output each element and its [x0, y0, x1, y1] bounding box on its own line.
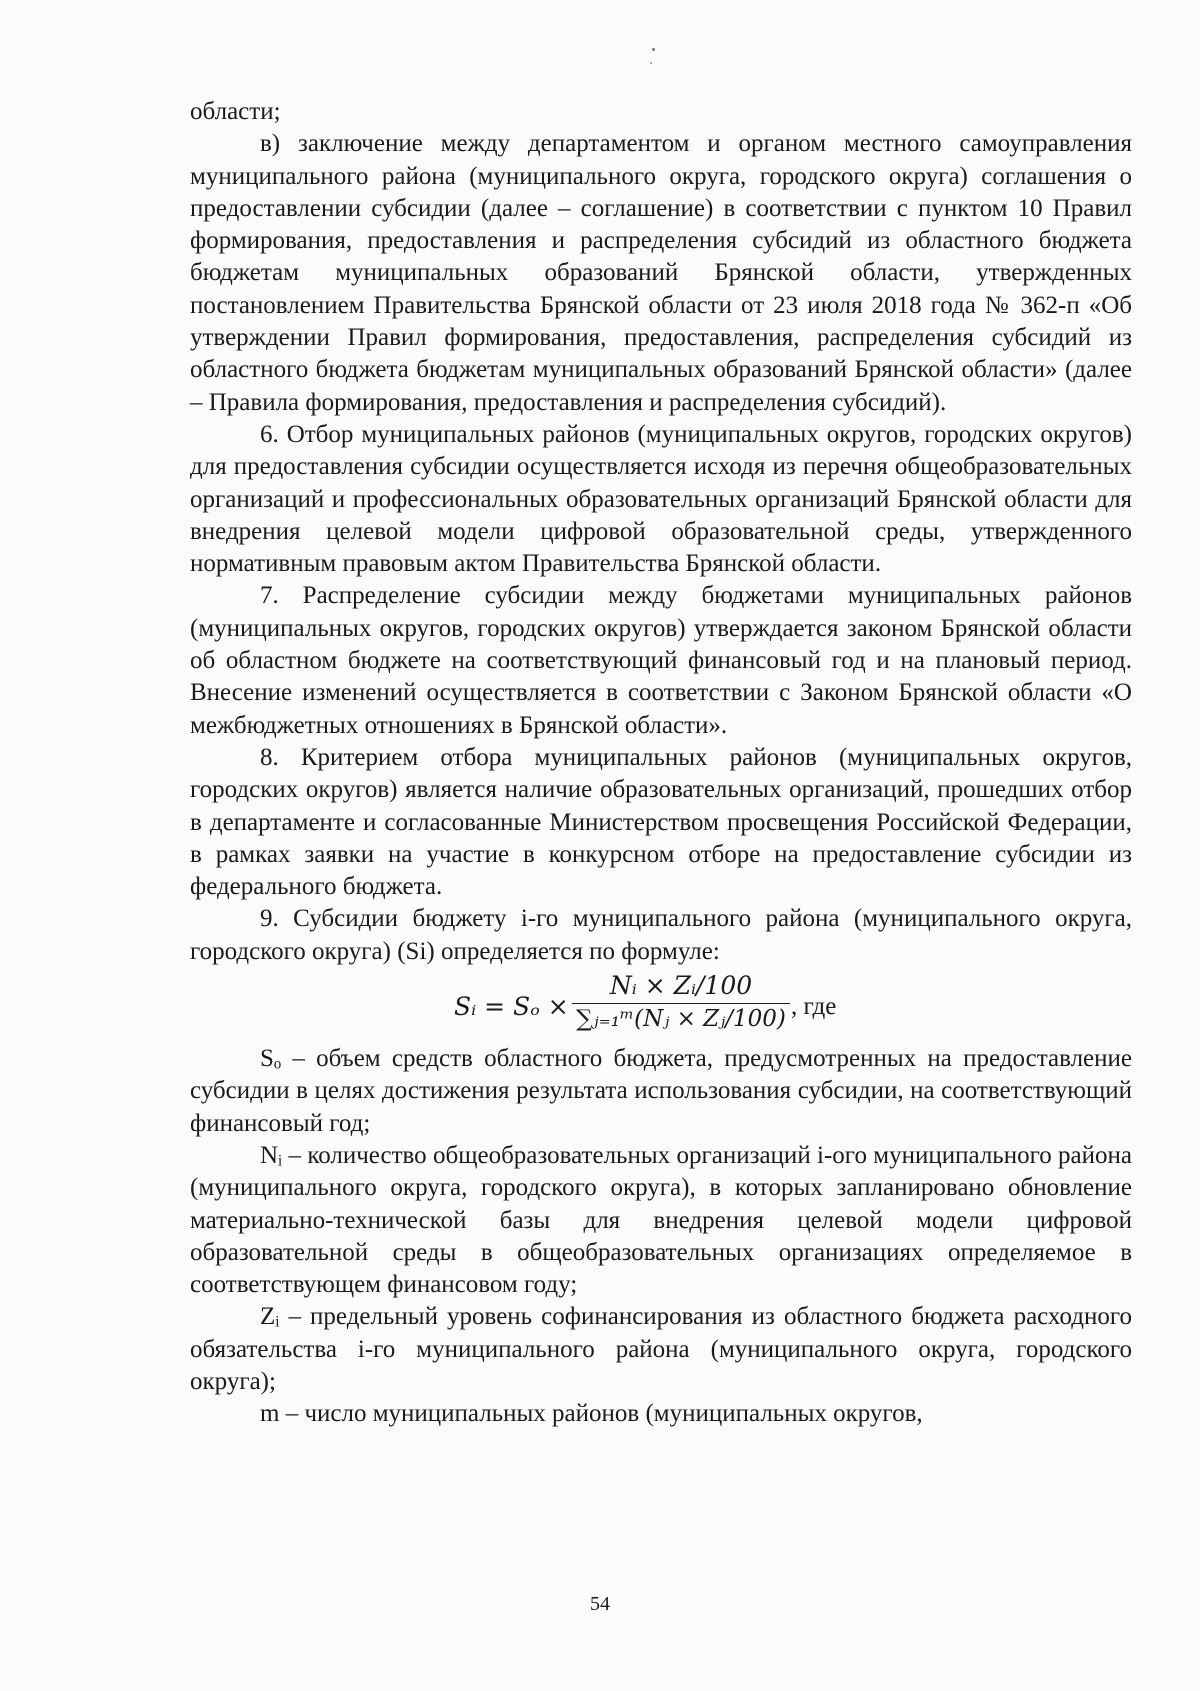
formula-lhs: Sᵢ = Sₒ × [454, 992, 569, 1022]
paragraph-item-v-agreement: в) заключение между департаментом и органом местного самоуправления муниципального района (муниципального округа, городского округа) соглашения о предоставлении субсидии (далее – соглашение) в соответствии с пунктом 10 Правил формирования, предоставления и распределения субсидий из областного бюджета бюджетам муниципальных образований Брянской области, утвержденных постановлением Правительства Брянской области от 23 июля 2018 года № 362-п «Об утверждении Правил формирования, предоставления, распределения субсидий из областного бюджета бюджетам муниципальных образований Брянской области» (далее – Правила формирования, предоставления и распределения субсидий). [190, 130, 1132, 416]
definition-so: Sₒ – объем средств областного бюджета, предусмотренных на предоставление субсидии в целях достижения результата использования субсидии, на соответствующий финансовый год; [190, 1045, 1132, 1137]
scan-speck [652, 48, 655, 51]
scan-speck [650, 62, 652, 64]
paragraph-6-selection: 6. Отбор муниципальных районов (муниципальных округов, городских округов) для предоставления субсидии осуществляется исходя из перечня общеобразовательных организаций и профессиональных образовательных организаций Брянской области для внедрения целевой модели цифровой образовательной среды, утвержденного нормативным правовым актом Правительства Брянской области. [190, 420, 1132, 578]
document-body [190, 96, 1132, 1431]
subsidy-formula [190, 971, 1132, 1037]
definition-zi: Zᵢ – предельный уровень софинансирования из областного бюджета расходного обязательства i-го муниципального района (муниципального округа, городского округа); [190, 1303, 1132, 1395]
paragraph-9-formula-intro: 9. Субсидии бюджету i-го муниципального района (муниципального округа, городского округа) (Si) определяется по формуле: [190, 905, 1132, 965]
paragraph-7-distribution: 7. Распределение субсидии между бюджетами муниципальных районов (муниципальных округов, городских округов) утверждается законом Брянской области об областном бюджете на соответствующий финансовый год и на плановый период. Внесение изменений осуществляется в соответствии с Законом Брянской области «О межбюджетных отношениях в Брянской области». [190, 582, 1132, 739]
paragraph-8-criterion: 8. Критерием отбора муниципальных районов (муниципальных округов, городских округов) является наличие образовательных организаций, прошедших отбор в департаменте и согласованные Министерством просвещения Российской Федерации, в рамках заявки на участие в конкурсном отборе на предоставление субсидии из федерального бюджета. [190, 743, 1132, 901]
definition-ni: Nᵢ – количество общеобразовательных организаций i-ого муниципального района (муниципального округа, городского округа), в которых запланировано обновление материально-технической базы для внедрения целевой модели цифровой образовательной среды в общеобразовательных организациях определяемое в соответствующем финансовом году; [190, 1141, 1132, 1299]
page-number: 54 [590, 1593, 610, 1615]
formula-suffix: , где [791, 993, 837, 1021]
formula-denominator: ∑ⱼ₌₁ᵐ(Nⱼ × Zⱼ/100) [576, 1006, 786, 1033]
paragraph-region-tail: области; [190, 98, 281, 125]
formula-fraction [572, 971, 790, 1034]
definition-m: m – число муниципальных районов (муниципальных округов, [260, 1400, 923, 1428]
formula-numerator: Nᵢ × Zᵢ/100 [572, 971, 790, 1004]
